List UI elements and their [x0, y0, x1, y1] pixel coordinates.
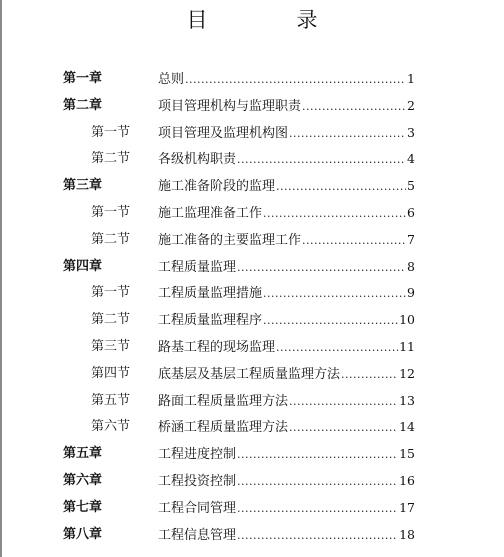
- toc-entry-number: 第二章: [63, 97, 103, 113]
- toc-entry-title: 工程信息管理: [158, 527, 237, 543]
- toc-entry-title: 总则: [158, 72, 185, 87]
- toc-chapter-entry[interactable]: [0, 254, 504, 281]
- toc-entry-title: 项目管理机构与监理职责: [158, 98, 302, 114]
- dot-leader: [237, 496, 398, 523]
- toc-entry-line: [158, 388, 415, 416]
- toc-entry-page-number: 2: [407, 97, 415, 113]
- dot-leader: [289, 415, 398, 442]
- dot-leader: [302, 94, 406, 121]
- toc-entry-title: 路面工程质量监理方法: [158, 393, 289, 409]
- toc-entry-page-number: 10: [399, 312, 415, 328]
- toc-entry-number: 第七章: [63, 499, 103, 515]
- toc-entry-title: 工程质量监理: [158, 259, 237, 275]
- toc-entry-line: [158, 307, 415, 335]
- toc-entry-number: 第二节: [91, 231, 131, 247]
- toc-entry-page-number: 13: [399, 392, 415, 408]
- dot-leader: [289, 121, 406, 148]
- toc-entry-line: [158, 93, 415, 121]
- toc-entry-number: 第一节: [91, 204, 131, 220]
- toc-entry-page-number: 1: [407, 71, 415, 86]
- toc-section-entry[interactable]: [0, 280, 504, 307]
- toc-entry-line: [158, 414, 415, 442]
- toc-entry-page-number: 16: [399, 472, 415, 488]
- toc-entry-page-number: 5: [407, 178, 415, 194]
- toc-entry-line: [158, 522, 415, 550]
- toc-entry-line: [158, 173, 415, 201]
- toc-entry-page-number: 9: [407, 285, 415, 301]
- toc-entry-title: 工程合同管理: [158, 500, 237, 516]
- toc-entry-number: 第八章: [63, 526, 103, 542]
- toc-entry-line: [158, 254, 415, 282]
- toc-entry-number: 第六节: [91, 419, 131, 435]
- dot-leader: [341, 362, 398, 389]
- toc-entry-title: 施工准备阶段的监理: [158, 179, 276, 195]
- toc-entry-line: [158, 441, 415, 469]
- toc-chapter-entry[interactable]: [0, 441, 504, 468]
- toc-section-entry[interactable]: [0, 361, 504, 388]
- dot-leader: [237, 147, 406, 174]
- toc-entry-page-number: 7: [407, 231, 415, 247]
- toc-entry-page-number: 14: [399, 419, 415, 435]
- dot-leader: [302, 228, 406, 255]
- toc-entry-line: [158, 200, 415, 228]
- toc-entry-line: [158, 468, 415, 496]
- toc-entry-number: 第二节: [91, 151, 131, 167]
- toc-entry-number: 第一节: [91, 285, 131, 301]
- toc-entry-number: 第四节: [91, 365, 131, 381]
- toc-entry-title: 底基层及基层工程质量监理方法: [158, 366, 341, 382]
- toc-entry-number: 第三章: [63, 178, 103, 194]
- toc-chapter-entry[interactable]: [0, 468, 504, 495]
- toc-chapter-entry[interactable]: [0, 522, 504, 549]
- toc-entry-page-number: 6: [407, 204, 415, 220]
- toc-entry-title: 施工监理准备工作: [158, 205, 263, 221]
- table-of-contents: [0, 66, 504, 548]
- toc-entry-page-number: 18: [399, 526, 415, 542]
- toc-entry-title: 工程质量监理措施: [158, 286, 263, 302]
- toc-entry-title: 各级机构职责: [158, 152, 237, 168]
- toc-entry-number: 第二节: [91, 312, 131, 328]
- dot-leader: [276, 335, 398, 362]
- toc-entry-line: [158, 280, 415, 308]
- toc-chapter-entry[interactable]: [0, 495, 504, 522]
- dot-leader: [289, 389, 398, 416]
- toc-chapter-entry[interactable]: [0, 173, 504, 200]
- dot-leader: [237, 523, 398, 550]
- toc-entry-page-number: 17: [399, 499, 415, 515]
- toc-section-entry[interactable]: [0, 200, 504, 227]
- toc-entry-line: [158, 120, 415, 148]
- toc-entry-page-number: 15: [399, 446, 415, 462]
- toc-entry-number: 第四章: [63, 258, 103, 274]
- dot-leader: [276, 174, 406, 201]
- toc-chapter-entry[interactable]: [0, 66, 504, 93]
- toc-entry-number: 第五章: [63, 446, 103, 462]
- toc-entry-page-number: 8: [407, 258, 415, 274]
- dot-leader: [237, 469, 398, 496]
- toc-entry-page-number: 11: [399, 338, 415, 354]
- toc-entry-title: 项目管理及监理机构图: [158, 125, 289, 141]
- toc-entry-number: 第一章: [63, 71, 103, 86]
- toc-entry-title: 工程进度控制: [158, 447, 237, 463]
- toc-entry-number: 第一节: [91, 124, 131, 140]
- dot-leader: [263, 201, 406, 228]
- toc-entry-number: 第六章: [63, 472, 103, 488]
- toc-entry-page-number: 3: [407, 124, 415, 140]
- toc-section-entry[interactable]: [0, 388, 504, 415]
- toc-section-entry[interactable]: [0, 307, 504, 334]
- dot-leader: [237, 255, 406, 282]
- dot-leader: [185, 67, 406, 94]
- toc-chapter-entry[interactable]: [0, 93, 504, 120]
- toc-section-entry[interactable]: [0, 227, 504, 254]
- toc-entry-page-number: 4: [407, 151, 415, 167]
- toc-entry-line: [158, 495, 415, 523]
- toc-entry-title: 工程质量监理程序: [158, 313, 263, 329]
- toc-section-entry[interactable]: [0, 120, 504, 147]
- toc-entry-line: [158, 361, 415, 389]
- dot-leader: [263, 281, 406, 308]
- page-title: 目 录: [186, 8, 352, 32]
- toc-entry-title: 路基工程的现场监理: [158, 339, 276, 355]
- toc-entry-title: 桥涵工程质量监理方法: [158, 420, 289, 436]
- toc-entry-line: [158, 334, 415, 362]
- toc-entry-line: [158, 146, 415, 174]
- dot-leader: [263, 308, 398, 335]
- toc-section-entry[interactable]: [0, 414, 504, 441]
- toc-section-entry[interactable]: [0, 146, 504, 173]
- toc-entry-number: 第五节: [91, 392, 131, 408]
- toc-entry-number: 第三节: [91, 338, 131, 354]
- dot-leader: [237, 442, 398, 469]
- toc-entry-title: 工程投资控制: [158, 473, 237, 489]
- toc-entry-line: [158, 227, 415, 255]
- toc-entry-title: 施工准备的主要监理工作: [158, 232, 302, 248]
- toc-entry-page-number: 12: [399, 365, 415, 381]
- toc-entry-line: [158, 66, 415, 94]
- toc-section-entry[interactable]: [0, 334, 504, 361]
